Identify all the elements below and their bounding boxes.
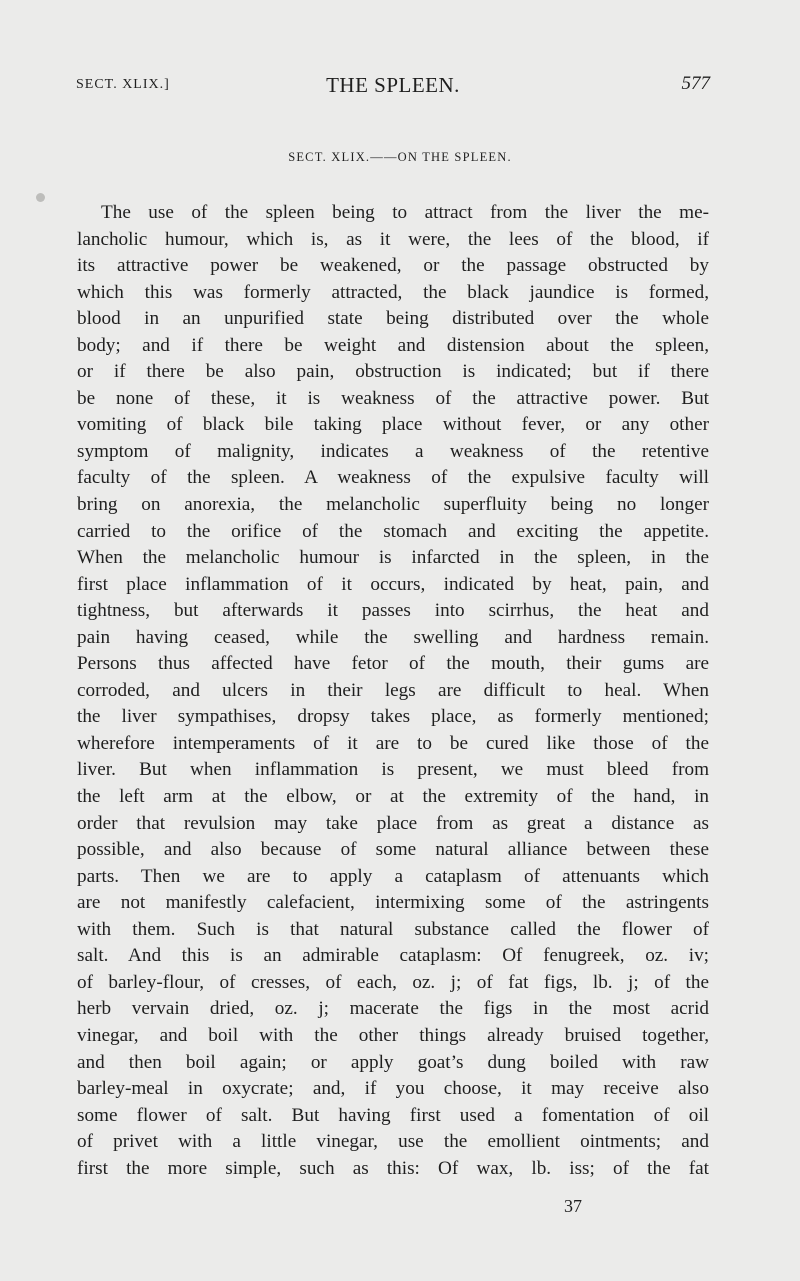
text-line: The use of the spleen being to attract from the liver the me- [101, 202, 709, 223]
text-line: of barley-flour, of cresses, of each, oz. j; of fat figs, lb. j; of the [77, 971, 709, 993]
text-line: carried to the orifice of the stomach and exciting the appetite. [77, 520, 709, 542]
text-line: faculty of the spleen. A weakness of the expulsive faculty will [77, 467, 709, 489]
text-line: possible, and also because of some natural alliance between these [77, 839, 709, 861]
section-reference: SECT. XLIX.] [76, 77, 170, 92]
text-line: vinegar, and boil with the other things already bruised together, [77, 1024, 709, 1046]
text-line: bring on anorexia, the melancholic superfluity being no longer [77, 494, 709, 516]
text-line: herb vervain dried, oz. j; macerate the figs in the most acrid [77, 998, 709, 1020]
text-line: the liver sympathises, dropsy takes place, as formerly mentioned; [77, 706, 709, 728]
running-head [76, 73, 710, 103]
text-line: some flower of salt. But having first used a fomentation of oil [77, 1104, 709, 1126]
text-line: barley-meal in oxycrate; and, if you choose, it may receive also [77, 1078, 709, 1100]
page-number: 577 [681, 73, 710, 94]
signature-mark: 37 [564, 1196, 582, 1216]
text-line: of privet with a little vinegar, use the emollient ointments; and [77, 1131, 709, 1153]
text-line: with them. Such is that natural substance called the flower of [77, 918, 709, 940]
text-line: first the more simple, such as this: Of wax, lb. iss; of the fat [77, 1157, 709, 1179]
text-line: blood in an unpurified state being distributed over the whole [77, 308, 709, 330]
text-line: or if there be also pain, obstruction is indicated; but if there [77, 361, 709, 383]
text-line: lancholic humour, which is, as it were, the lees of the blood, if [77, 228, 709, 250]
text-line: corroded, and ulcers in their legs are difficult to heal. When [77, 679, 709, 701]
text-line: which this was formerly attracted, the black jaundice is formed, [77, 281, 709, 303]
text-line: tightness, but afterwards it passes into scirrhus, the heat and [77, 600, 709, 622]
text-line: are not manifestly calefacient, intermixing some of the astringents [77, 892, 709, 914]
text-line: wherefore intemperaments of it are to be cured like those of the [77, 732, 709, 754]
text-line: pain having ceased, while the swelling and hardness remain. [77, 626, 709, 648]
text-line: its attractive power be weakened, or the passage obstructed by [77, 255, 709, 277]
text-line: order that revulsion may take place from as great a distance as [77, 812, 709, 834]
ink-spot [36, 193, 45, 202]
text-line: body; and if there be weight and distension about the spleen, [77, 334, 709, 356]
text-line: salt. And this is an admirable cataplasm: Of fenugreek, oz. iv; [77, 945, 709, 967]
text-line: symptom of malignity, indicates a weakness of the retentive [77, 440, 709, 462]
text-line: Persons thus affected have fetor of the mouth, their gums are [77, 653, 709, 675]
text-line: When the melancholic humour is infarcted in the spleen, in the [77, 547, 709, 569]
text-line: and then boil again; or apply goat’s dung boiled with raw [77, 1051, 709, 1073]
text-line: liver. But when inflammation is present, we must bleed from [77, 759, 709, 781]
text-line: the left arm at the elbow, or at the extremity of the hand, in [77, 786, 709, 808]
section-heading: SECT. XLIX.——ON THE SPLEEN. [288, 150, 512, 164]
page-title: THE SPLEEN. [326, 73, 460, 97]
text-line: vomiting of black bile taking place without fever, or any other [77, 414, 709, 436]
text-line: be none of these, it is weakness of the attractive power. But [77, 387, 709, 409]
text-line: parts. Then we are to apply a cataplasm of attenuants which [77, 865, 709, 887]
body-text [77, 200, 709, 1182]
text-line: first place inflammation of it occurs, indicated by heat, pain, and [77, 573, 709, 595]
